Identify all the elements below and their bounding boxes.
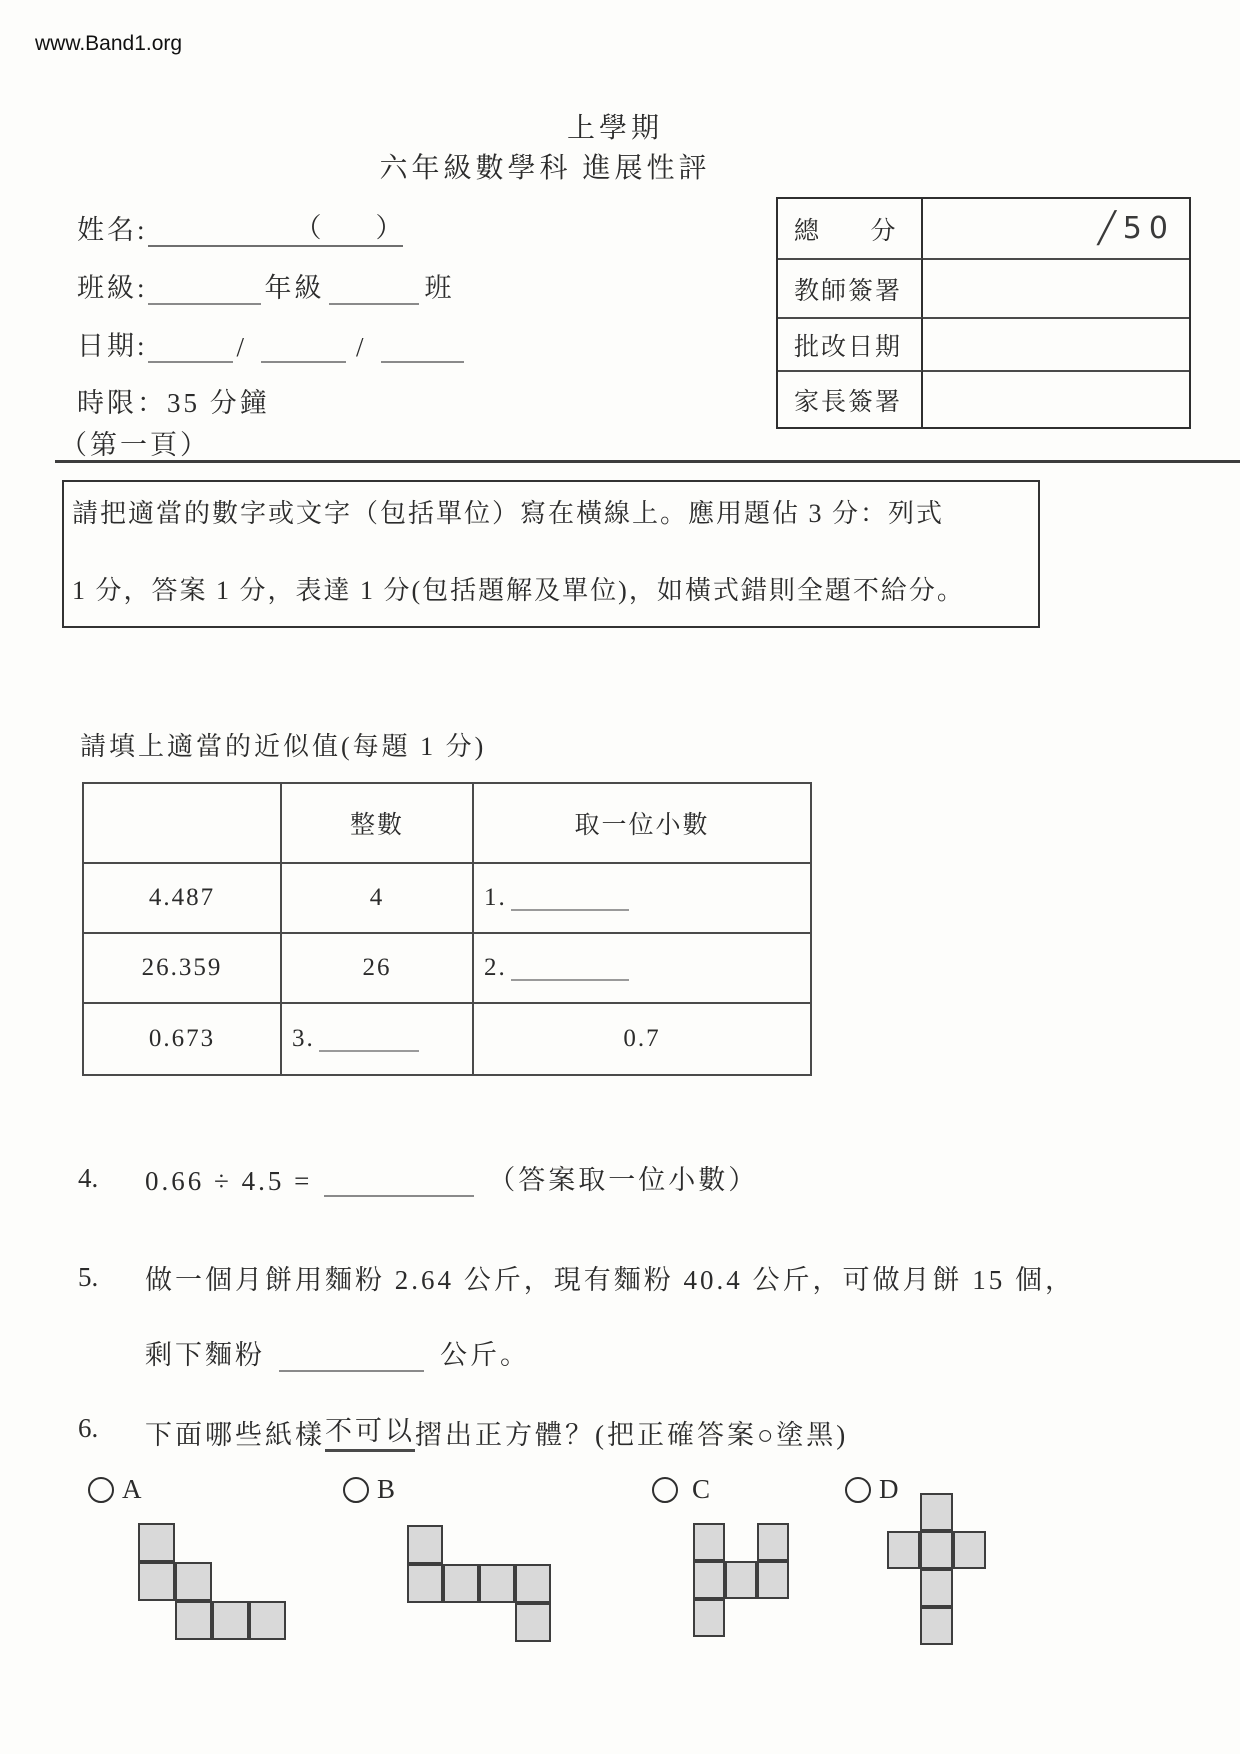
q6-option-a-label-row bbox=[88, 1474, 142, 1505]
rounding-r3-decimal: 0.7 bbox=[472, 1002, 810, 1074]
time-limit-row bbox=[77, 381, 270, 420]
rounding-r1-integer: 4 bbox=[280, 862, 472, 932]
date-separator-2: / bbox=[356, 332, 367, 362]
q5-line2 bbox=[145, 1333, 530, 1372]
rounding-r2-decimal-cell bbox=[472, 932, 810, 1002]
page-marker-label: （第一頁） bbox=[60, 430, 210, 460]
score-row-total-value: ╱50 bbox=[1097, 211, 1175, 246]
rounding-r1-decimal-cell bbox=[472, 862, 810, 932]
net-square bbox=[515, 1564, 551, 1603]
score-row-mark-date-label: 批改日期 bbox=[778, 317, 923, 370]
q6-option-a-circle-icon bbox=[88, 1477, 114, 1503]
q6-prompt-after: 摺出正方體？(把正確答案○塗黑) bbox=[415, 1420, 849, 1450]
score-row-mark-date-value bbox=[923, 317, 1189, 370]
net-square bbox=[407, 1564, 443, 1603]
net-square bbox=[693, 1561, 725, 1599]
net-square bbox=[175, 1562, 212, 1601]
name-blank-line bbox=[148, 215, 403, 247]
rounding-r1-given: 4.487 bbox=[84, 862, 280, 932]
net-square bbox=[757, 1523, 789, 1561]
q6-option-b-net bbox=[407, 1525, 551, 1642]
net-square bbox=[479, 1564, 515, 1603]
net-square bbox=[920, 1493, 953, 1531]
name-number-paren: （ ） bbox=[294, 213, 403, 243]
instructions-box bbox=[62, 480, 1040, 628]
rounding-r2-given: 26.359 bbox=[84, 932, 280, 1002]
date-field-row bbox=[77, 324, 464, 363]
q6-option-a-net bbox=[138, 1523, 286, 1640]
q6-option-c-label-row bbox=[652, 1474, 710, 1505]
q6-option-c bbox=[652, 1474, 710, 1505]
q4-note: （答案取一位小數） bbox=[488, 1165, 759, 1195]
rounding-prompt: 請填上適當的近似值(每題 1 分) bbox=[80, 732, 487, 761]
net-square bbox=[212, 1601, 249, 1640]
q4-number: 4. bbox=[78, 1163, 99, 1193]
time-limit-label: 時限：35 分鐘 bbox=[77, 388, 270, 418]
watermark-url: www.Band1.org bbox=[35, 32, 183, 55]
net-square bbox=[249, 1601, 286, 1640]
class-field-row bbox=[77, 266, 455, 305]
net-square bbox=[693, 1599, 725, 1637]
name-label: 姓名: bbox=[77, 215, 148, 245]
rounding-r2-decimal-prefix: 2. bbox=[484, 954, 507, 981]
q6-option-b-letter: B bbox=[377, 1474, 396, 1504]
date-blank-month bbox=[261, 331, 346, 363]
score-row-teacher-sign-value bbox=[923, 258, 1189, 317]
q6-option-c-circle-icon bbox=[652, 1477, 678, 1503]
instructions-line2: 1 分，答案 1 分，表達 1 分(包括題解及單位)，如橫式錯則全題不給分。 bbox=[72, 576, 965, 606]
exam-term-title: 上學期 bbox=[566, 113, 663, 144]
rounding-r3-integer-prefix: 3. bbox=[292, 1025, 315, 1052]
score-row-total-label: 總 分 bbox=[778, 199, 923, 258]
exam-subject-title: 六年級數學科 進展性評 bbox=[379, 153, 711, 184]
q6-option-d-circle-icon bbox=[845, 1477, 871, 1503]
q5-remain-prefix: 剩下麵粉 bbox=[145, 1340, 265, 1370]
class-class-suffix: 班 bbox=[424, 273, 455, 303]
q4-answer-blank bbox=[324, 1165, 474, 1197]
net-square bbox=[953, 1531, 986, 1569]
net-square bbox=[920, 1531, 953, 1569]
q6-option-d-net bbox=[887, 1493, 986, 1645]
q5-line1: 做一個月餅用麵粉 2.64 公斤，現有麵粉 40.4 公斤，可做月餅 15 個， bbox=[145, 1265, 1075, 1295]
name-field-row bbox=[77, 208, 403, 247]
score-table bbox=[776, 197, 1191, 429]
date-blank-day bbox=[148, 331, 233, 363]
q6-line bbox=[145, 1409, 848, 1452]
rounding-r2-integer: 26 bbox=[280, 932, 472, 1002]
q5-answer-blank bbox=[279, 1340, 424, 1372]
net-square bbox=[407, 1525, 443, 1564]
net-square bbox=[175, 1601, 212, 1640]
rounding-r1-decimal-prefix: 1. bbox=[484, 884, 507, 911]
net-square bbox=[920, 1607, 953, 1645]
q6-option-a-letter: A bbox=[122, 1474, 142, 1504]
class-grade-suffix: 年級 bbox=[264, 273, 325, 303]
q6-option-c-letter: C bbox=[692, 1474, 711, 1504]
score-row-parent-sign-value bbox=[923, 370, 1189, 427]
q6-option-c-net bbox=[693, 1523, 789, 1637]
net-square bbox=[138, 1562, 175, 1601]
q6-option-d-letter: D bbox=[879, 1474, 899, 1504]
rounding-header-given bbox=[84, 784, 280, 862]
net-square bbox=[725, 1561, 757, 1599]
instructions-line1: 請把適當的數字或文字（包括單位）寫在橫線上。應用題佔 3 分：列式 bbox=[72, 499, 945, 528]
page-marker-row bbox=[60, 423, 210, 462]
rounding-header-decimal: 取一位小數 bbox=[472, 784, 810, 862]
score-row-parent-sign-label: 家長簽署 bbox=[778, 370, 923, 427]
rounding-r3-integer-cell bbox=[280, 1002, 472, 1074]
q6-prompt-before: 下面哪些紙樣 bbox=[145, 1420, 325, 1450]
rounding-table bbox=[82, 782, 812, 1076]
q4-expression: 0.66 ÷ 4.5 = bbox=[145, 1166, 313, 1196]
section-divider-rule bbox=[55, 460, 1240, 463]
date-label: 日期: bbox=[77, 331, 148, 361]
class-class-blank bbox=[329, 273, 419, 305]
score-row-teacher-sign-label: 教師簽署 bbox=[778, 258, 923, 317]
q6-option-b-circle-icon bbox=[343, 1477, 369, 1503]
net-square bbox=[693, 1523, 725, 1561]
q6-option-b bbox=[343, 1474, 395, 1505]
rounding-r3-answer-blank bbox=[319, 1026, 419, 1052]
rounding-header-integer: 整數 bbox=[280, 784, 472, 862]
q6-prompt-emphasis: 不可以 bbox=[325, 1409, 415, 1452]
q5-number: 5. bbox=[78, 1262, 99, 1292]
q6-option-b-label-row bbox=[343, 1474, 395, 1505]
rounding-r1-answer-blank bbox=[511, 885, 629, 911]
date-separator-1: / bbox=[236, 332, 248, 362]
q5-remain-suffix: 公斤。 bbox=[440, 1340, 530, 1370]
net-square bbox=[138, 1523, 175, 1562]
q6-option-d bbox=[845, 1474, 899, 1505]
rounding-r3-given: 0.673 bbox=[84, 1002, 280, 1074]
net-square bbox=[443, 1564, 479, 1603]
rounding-r2-answer-blank bbox=[511, 955, 629, 981]
net-square bbox=[887, 1531, 920, 1569]
net-square bbox=[757, 1561, 789, 1599]
q4-line bbox=[145, 1158, 758, 1197]
q6-option-a bbox=[88, 1474, 142, 1505]
q6-number: 6. bbox=[78, 1413, 99, 1443]
class-grade-blank bbox=[148, 273, 261, 305]
date-blank-year bbox=[381, 331, 464, 363]
net-square bbox=[920, 1569, 953, 1607]
class-label: 班級: bbox=[77, 273, 148, 303]
net-square bbox=[515, 1603, 551, 1642]
